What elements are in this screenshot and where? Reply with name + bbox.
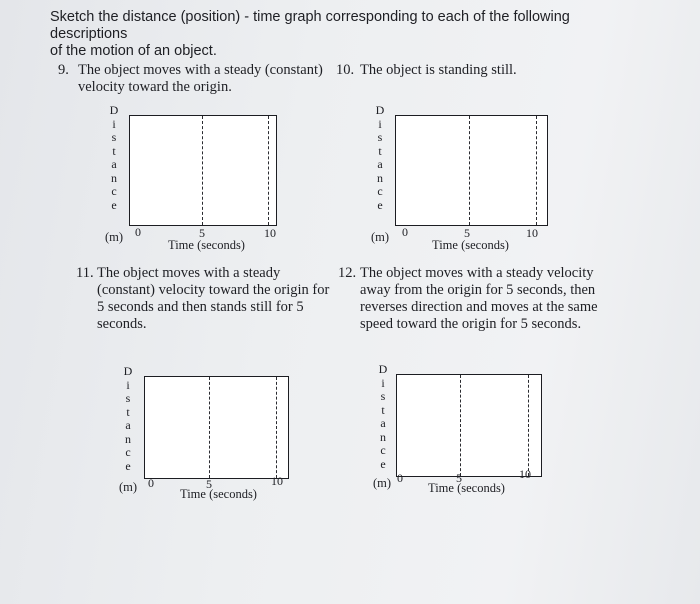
- instructions: [50, 9, 650, 60]
- tick-0: 0: [397, 471, 403, 485]
- tick-5: 5: [199, 226, 205, 240]
- sketch-area[interactable]: [395, 115, 548, 226]
- sketch-area[interactable]: [396, 374, 542, 477]
- tick-10: 10: [271, 474, 283, 488]
- unit-label: (m): [373, 476, 392, 490]
- question-text-line: speed toward the origin for 5 seconds.: [360, 316, 582, 332]
- time-10-gridline: [276, 377, 277, 478]
- tick-0: 0: [402, 225, 408, 239]
- tick-5: 5: [206, 477, 212, 491]
- time-10-gridline: [268, 116, 269, 225]
- time-axis-title: Time (seconds): [180, 487, 257, 501]
- question-text-line: The object is standing still.: [360, 62, 517, 78]
- time-10-gridline: [528, 375, 529, 476]
- question-number: 10.: [336, 62, 355, 78]
- sketch-area[interactable]: [144, 376, 289, 479]
- unit-label: (m): [105, 230, 124, 244]
- time-5-gridline: [209, 377, 210, 478]
- distance-axis-label: D i s t a n c e: [123, 364, 133, 473]
- time-10-gridline: [536, 116, 537, 225]
- time-axis-title: Time (seconds): [168, 238, 245, 252]
- question-text-line: (constant) velocity toward the origin for: [97, 282, 330, 298]
- time-5-gridline: [469, 116, 470, 225]
- instructions-line-2: of the motion of an object.: [50, 43, 217, 59]
- tick-10: 10: [519, 467, 531, 481]
- time-axis-title: Time (seconds): [432, 238, 509, 252]
- time-axis-title: Time (seconds): [428, 481, 505, 495]
- distance-axis-label: D i s t a n c e: [378, 362, 388, 471]
- tick-0: 0: [135, 225, 141, 239]
- question-text-line: reverses direction and moves at the same: [360, 299, 598, 315]
- tick-10: 10: [526, 226, 538, 240]
- tick-10: 10: [264, 226, 276, 240]
- unit-label: (m): [371, 230, 390, 244]
- distance-axis-label: D i s t a n c e: [109, 103, 119, 212]
- tick-0: 0: [148, 476, 154, 490]
- question-text-line: velocity toward the origin.: [78, 79, 232, 95]
- instructions-line-1: Sketch the distance (position) - time graph corresponding to each of the following descriptions: [50, 9, 570, 42]
- question-number: 12.: [338, 265, 357, 281]
- question-text-line: The object moves with a steady velocity: [360, 265, 594, 281]
- question-text-line: The object moves with a steady: [97, 265, 281, 281]
- question-text-line: seconds.: [97, 316, 147, 332]
- time-5-gridline: [460, 375, 461, 476]
- tick-5: 5: [456, 471, 462, 485]
- question-text-line: 5 seconds and then stands still for 5: [97, 299, 304, 315]
- question-text-line: away from the origin for 5 seconds, then: [360, 282, 596, 298]
- tick-5: 5: [464, 226, 470, 240]
- distance-axis-label: D i s t a n c e: [375, 103, 385, 212]
- time-5-gridline: [202, 116, 203, 225]
- sketch-area[interactable]: [129, 115, 277, 226]
- unit-label: (m): [119, 480, 138, 494]
- question-text-line: The object moves with a steady (constant): [78, 62, 323, 78]
- question-number: 11.: [76, 265, 94, 281]
- question-number: 9.: [58, 62, 69, 78]
